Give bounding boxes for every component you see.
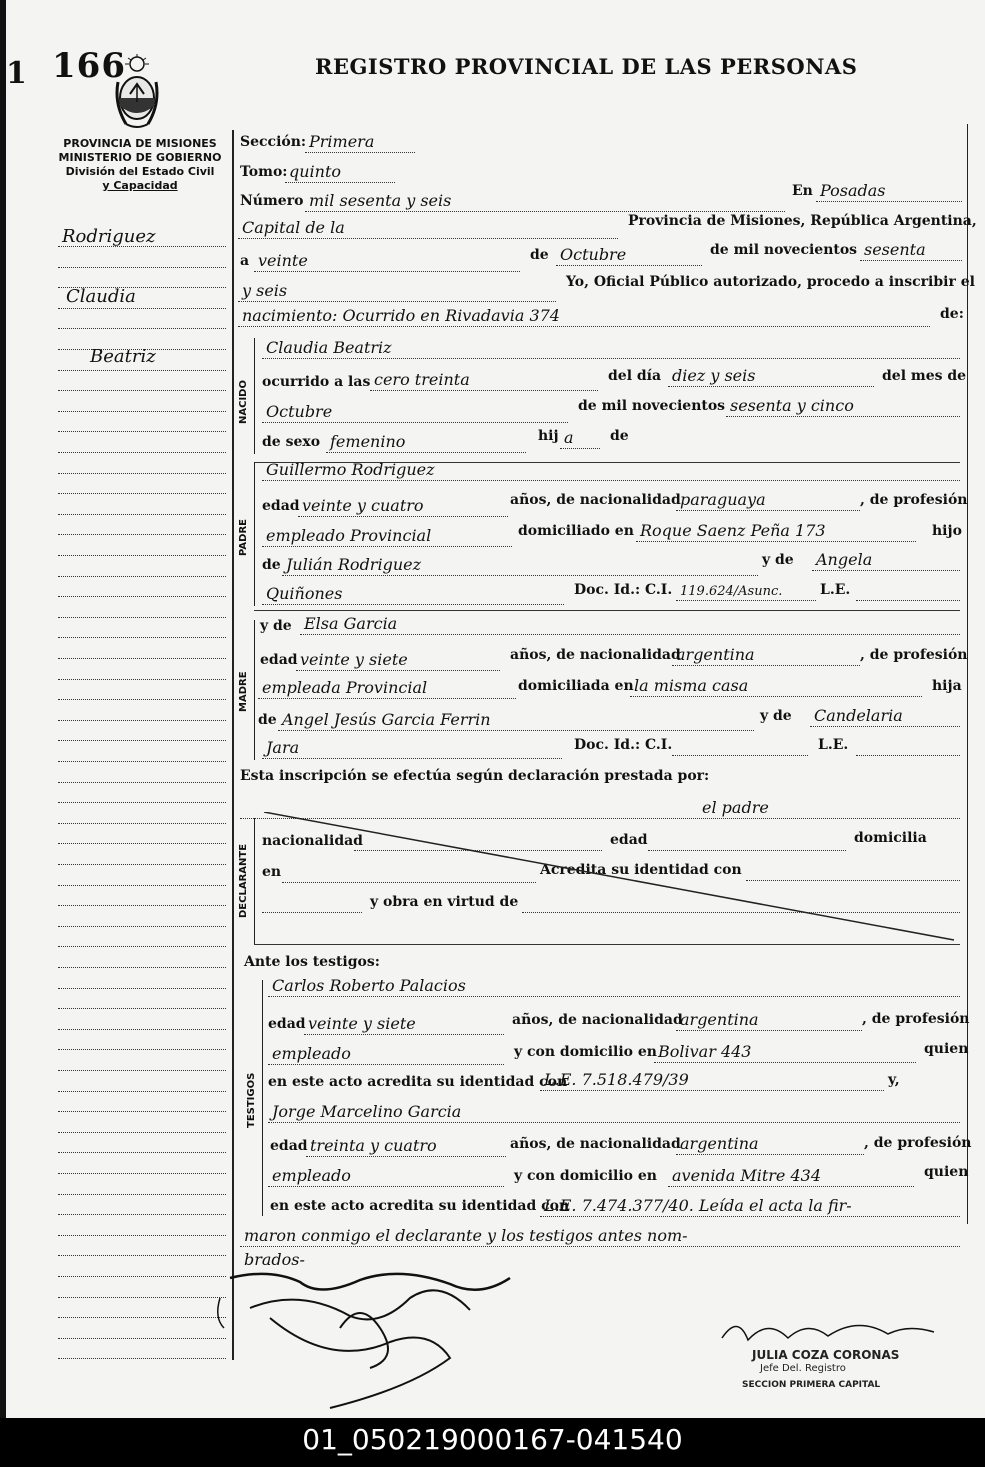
padre-profesion-label: , de profesión bbox=[860, 492, 968, 508]
nacido-mil-label: de mil novecientos bbox=[578, 398, 726, 414]
t1-edad-field bbox=[304, 1016, 504, 1035]
margin-rule bbox=[58, 1317, 226, 1318]
office-capacity: y Capacidad bbox=[102, 179, 178, 192]
margin-rule bbox=[58, 555, 226, 556]
madre-profesion: empleada Provincial bbox=[262, 678, 428, 697]
padre-madre-cont: Quiñones bbox=[266, 584, 343, 603]
declarante-domicilia-label: domicilia bbox=[854, 830, 927, 846]
hora-field bbox=[370, 372, 598, 391]
t1-profesion: empleado bbox=[272, 1044, 351, 1063]
declaracion-value: el padre bbox=[702, 798, 769, 817]
madre-padre: Angel Jesús Garcia Ferrin bbox=[282, 710, 491, 729]
ciudad-value: Posadas bbox=[820, 181, 886, 200]
margin-second-name: Beatriz bbox=[90, 346, 156, 367]
madre-madre: Candelaria bbox=[814, 706, 903, 725]
margin-rule bbox=[58, 452, 226, 453]
margin-rule bbox=[58, 658, 226, 659]
margin-rule bbox=[58, 782, 226, 783]
madre-padre-field bbox=[278, 712, 754, 731]
declarante-section-label: DECLARANTE bbox=[238, 843, 249, 918]
declarante-acredita-label: Acredita su identidad con bbox=[540, 862, 742, 878]
provincia-label: Provincia de Misiones, República Argentina, bbox=[628, 213, 977, 229]
padre-domicilio-field bbox=[636, 523, 916, 542]
t2-nacionalidad-field bbox=[676, 1136, 864, 1155]
de-colon-label: de: bbox=[940, 306, 964, 322]
margin-rule bbox=[58, 1297, 226, 1298]
t2-profesion-field bbox=[268, 1168, 504, 1187]
office-ministry: MINISTERIO DE GOBIERNO bbox=[58, 151, 222, 164]
cierre-line-1 bbox=[240, 1228, 960, 1247]
madre-doc-label: Doc. Id.: C.I. bbox=[574, 737, 673, 753]
declarante-edad-label: edad bbox=[610, 832, 648, 848]
padre-nacionalidad: paraguaya bbox=[680, 490, 766, 509]
nacido-mes: Octubre bbox=[266, 402, 333, 421]
nacido-section-label: NACIDO bbox=[238, 380, 249, 424]
margin-rule bbox=[58, 596, 226, 597]
margin-rule bbox=[58, 1008, 226, 1009]
t1-y-label: y, bbox=[888, 1072, 900, 1088]
t2-anios-label: años, de nacionalidad bbox=[510, 1136, 681, 1152]
margin-rule bbox=[58, 1194, 226, 1195]
padre-madre-field bbox=[812, 552, 960, 571]
declarante-divider bbox=[254, 944, 960, 945]
tomo-value: quinto bbox=[289, 162, 342, 181]
nacido-bracket bbox=[254, 338, 255, 454]
margin-rule bbox=[58, 1029, 226, 1030]
a-label: a bbox=[240, 253, 250, 269]
margin-rule bbox=[58, 1070, 226, 1071]
t2-edad: treinta y cuatro bbox=[310, 1136, 437, 1155]
t2-nombre-field bbox=[268, 1104, 960, 1123]
tomo-field bbox=[285, 164, 395, 183]
padre-padre-field bbox=[282, 557, 758, 576]
madre-edad-field bbox=[296, 652, 500, 671]
margin-rule bbox=[58, 1091, 226, 1092]
madre-madre-cont: Jara bbox=[266, 738, 300, 757]
margin-rule bbox=[58, 802, 226, 803]
margin-rule bbox=[58, 637, 226, 638]
margin-rule bbox=[58, 576, 226, 577]
padre-nacionalidad-field bbox=[676, 492, 860, 511]
t1-profesion-field bbox=[268, 1046, 504, 1065]
mes-value: Octubre bbox=[560, 245, 627, 264]
madre-y-de2-label: y de bbox=[760, 708, 792, 724]
cierre-text-1: maron conmigo el declarante y los testigos antes nom- bbox=[244, 1226, 688, 1245]
testigos-section-label: TESTIGOS bbox=[246, 1072, 257, 1128]
margin-rule bbox=[58, 740, 226, 741]
margin-rule bbox=[58, 843, 226, 844]
margin-rule bbox=[58, 1338, 226, 1339]
padre-doc-field bbox=[676, 582, 816, 601]
madre-anios-label: años, de nacionalidad bbox=[510, 647, 681, 663]
register-title: REGISTRO PROVINCIAL DE LAS PERSONAS bbox=[315, 54, 858, 79]
t1-edad: veinte y siete bbox=[308, 1014, 416, 1033]
official-stamp-section: SECCION PRIMERA CAPITAL bbox=[742, 1380, 881, 1390]
margin-rule bbox=[58, 534, 226, 535]
padre-profesion-field bbox=[262, 528, 512, 547]
t2-nombre: Jorge Marcelino Garcia bbox=[272, 1102, 462, 1121]
padre-nombre: Guillermo Rodriguez bbox=[266, 460, 435, 479]
volume-mark: 1 bbox=[6, 56, 27, 91]
padre-madre: Angela bbox=[816, 550, 873, 569]
t1-quien-label: quien bbox=[924, 1041, 969, 1057]
t1-nacionalidad: argentina bbox=[680, 1010, 759, 1029]
t2-domicilio: avenida Mitre 434 bbox=[672, 1166, 822, 1185]
padre-divider bbox=[254, 610, 960, 611]
t1-domicilio: Bolivar 443 bbox=[658, 1042, 752, 1061]
testigos-bracket bbox=[262, 980, 263, 1216]
anio-continuation-field bbox=[238, 283, 556, 302]
capital-value: Capital de la bbox=[242, 218, 345, 237]
margin-rule bbox=[58, 617, 226, 618]
madre-nacionalidad-field bbox=[672, 647, 860, 666]
capital-field bbox=[238, 220, 618, 239]
margin-rule bbox=[58, 1255, 226, 1256]
madre-doc-field bbox=[672, 737, 808, 756]
padre-madre-cont-field bbox=[262, 586, 564, 605]
t1-nombre-field bbox=[268, 978, 960, 997]
t1-domicilio-label: y con domicilio en bbox=[514, 1044, 657, 1060]
nacido-dia-field bbox=[668, 368, 874, 387]
cierre-text-2: brados- bbox=[244, 1250, 305, 1269]
declarante-en-label: en bbox=[262, 864, 282, 880]
hij-label: hij bbox=[538, 428, 559, 444]
madre-profesion-field bbox=[258, 680, 516, 699]
madre-edad-label: edad bbox=[260, 652, 298, 668]
nacido-nombre: Claudia Beatriz bbox=[266, 338, 392, 357]
margin-rule bbox=[58, 308, 226, 309]
acto-field bbox=[238, 308, 930, 327]
margin-rule bbox=[58, 493, 226, 494]
t2-edad-label: edad bbox=[270, 1138, 308, 1154]
nacido-anio: sesenta y cinco bbox=[730, 396, 854, 415]
declarant-signature bbox=[210, 1258, 540, 1418]
margin-rule bbox=[58, 988, 226, 989]
margin-rule bbox=[58, 328, 226, 329]
t1-edad-label: edad bbox=[268, 1016, 306, 1032]
margin-rule bbox=[58, 514, 226, 515]
t2-quien-label: quien bbox=[924, 1164, 969, 1180]
ciudad-field bbox=[816, 183, 962, 202]
sexo-field bbox=[326, 434, 526, 453]
nacido-mes-field bbox=[262, 404, 568, 423]
en-label: En bbox=[792, 183, 813, 199]
issuing-office bbox=[55, 137, 225, 193]
numero-field bbox=[305, 193, 785, 212]
padre-padre: Julián Rodriguez bbox=[286, 555, 422, 574]
margin-rule bbox=[58, 926, 226, 927]
madre-le-label: L.E. bbox=[818, 737, 849, 753]
t2-doc-field bbox=[540, 1198, 960, 1217]
nacido-de-label: de bbox=[610, 428, 629, 444]
barcode-caption: 01_050219000167-041540 bbox=[0, 1418, 985, 1467]
margin-first-name: Claudia bbox=[66, 286, 136, 307]
nacido-nombre-field bbox=[262, 340, 960, 359]
office-division: División del Estado Civil bbox=[65, 165, 215, 178]
margin-surname: Rodriguez bbox=[62, 226, 156, 247]
padre-domicilio-label: domiciliado en bbox=[518, 523, 634, 539]
t1-acredita-label: en este acto acredita su identidad con bbox=[268, 1074, 568, 1090]
margin-rule bbox=[58, 1132, 226, 1133]
margin-rule bbox=[58, 267, 226, 268]
margin-rule bbox=[58, 431, 226, 432]
hora-value: cero treinta bbox=[374, 370, 470, 389]
padre-y-de-label: y de bbox=[762, 552, 794, 568]
sexo-label: de sexo bbox=[262, 434, 321, 450]
ocurrido-label: ocurrido a las bbox=[262, 374, 371, 390]
anio-field bbox=[860, 242, 962, 261]
seccion-value: Primera bbox=[309, 132, 375, 151]
numero-value: mil sesenta y seis bbox=[309, 191, 452, 210]
margin-rule bbox=[58, 1358, 226, 1359]
margin-rule bbox=[58, 823, 226, 824]
del-mes-label: del mes de bbox=[882, 368, 967, 384]
margin-rule bbox=[58, 720, 226, 721]
madre-domicilio-label: domiciliada en bbox=[518, 678, 634, 694]
del-dia-label: del día bbox=[608, 368, 662, 384]
padre-nombre-field bbox=[262, 462, 960, 481]
page-edge-mark bbox=[0, 0, 6, 1418]
official-stamp-title: Jefe Del. Registro bbox=[760, 1363, 846, 1374]
margin-rule bbox=[58, 1111, 226, 1112]
dia-value: veinte bbox=[258, 251, 308, 270]
hij-value: a bbox=[564, 428, 574, 447]
t2-profesion-label: , de profesión bbox=[864, 1135, 972, 1151]
margin-rule bbox=[58, 761, 226, 762]
seccion-label: Sección: bbox=[240, 134, 307, 150]
padre-doc-label: Doc. Id.: C.I. bbox=[574, 582, 673, 598]
padre-section-label: PADRE bbox=[238, 519, 249, 556]
oficial-label: Yo, Oficial Público autorizado, procedo a inscribir el bbox=[566, 274, 975, 290]
t1-domicilio-field bbox=[654, 1044, 916, 1063]
madre-nombre-field bbox=[300, 616, 960, 635]
madre-nombre: Elsa Garcia bbox=[304, 614, 398, 633]
margin-rule bbox=[58, 946, 226, 947]
de-label: de bbox=[530, 247, 549, 263]
madre-madre-field bbox=[810, 708, 960, 727]
padre-le-field bbox=[856, 582, 960, 601]
acto-value: nacimiento: Ocurrido en Rivadavia 374 bbox=[242, 306, 560, 325]
official-stamp-name: JULIA COZA CORONAS bbox=[752, 1348, 900, 1362]
madre-le-field bbox=[856, 737, 960, 756]
madre-bracket bbox=[254, 620, 255, 760]
padre-edad-label: edad bbox=[262, 498, 300, 514]
t2-profesion: empleado bbox=[272, 1166, 351, 1185]
nacido-anio-field bbox=[726, 398, 960, 417]
seccion-field bbox=[305, 134, 415, 153]
margin-rule bbox=[58, 885, 226, 886]
office-province: PROVINCIA DE MISIONES bbox=[63, 137, 217, 150]
madre-edad: veinte y siete bbox=[300, 650, 408, 669]
declarante-obra-label: y obra en virtud de bbox=[370, 894, 519, 910]
madre-hija-label: hija bbox=[932, 678, 962, 694]
padre-doc: 119.624/Asunc. bbox=[680, 584, 783, 599]
nacido-dia: diez y seis bbox=[672, 366, 756, 385]
padre-profesion: empleado Provincial bbox=[266, 526, 432, 545]
padre-domicilio: Roque Saenz Peña 173 bbox=[640, 521, 826, 540]
padre-bracket bbox=[254, 462, 255, 606]
madre-domicilio-field bbox=[630, 678, 922, 697]
declarante-strike-line bbox=[254, 812, 964, 948]
t1-anios-label: años, de nacionalidad bbox=[512, 1012, 683, 1028]
anio-value: sesenta bbox=[864, 240, 926, 259]
padre-de-label: de bbox=[262, 557, 281, 573]
margin-rule bbox=[58, 390, 226, 391]
margin-rule bbox=[58, 370, 226, 371]
t2-domicilio-field bbox=[668, 1168, 914, 1187]
padre-anios-label: años, de nacionalidad bbox=[510, 492, 681, 508]
t1-doc: L.E. 7.518.479/39 bbox=[544, 1070, 689, 1089]
mil-novecientos-label: de mil novecientos bbox=[710, 242, 858, 258]
tomo-label: Tomo: bbox=[240, 164, 288, 180]
t2-domicilio-label: y con domicilio en bbox=[514, 1168, 657, 1184]
padre-hijo-label: hijo bbox=[932, 523, 962, 539]
madre-de-label: de bbox=[258, 712, 277, 728]
margin-rule bbox=[58, 1214, 226, 1215]
t1-doc-field bbox=[540, 1072, 884, 1091]
margin-rule bbox=[58, 1276, 226, 1277]
padre-le-label: L.E. bbox=[820, 582, 851, 598]
t2-doc: L.E. 7.474.377/40. Leída el acta la fir- bbox=[544, 1196, 852, 1215]
t2-acredita-label: en este acto acredita su identidad con bbox=[270, 1198, 570, 1214]
anio-continuation: y seis bbox=[242, 281, 288, 300]
margin-rule bbox=[58, 864, 226, 865]
numero-label: Número bbox=[240, 193, 304, 209]
margin-rule bbox=[58, 1152, 226, 1153]
declarante-nacionalidad-label: nacionalidad bbox=[262, 833, 363, 849]
t1-profesion-label: , de profesión bbox=[862, 1011, 970, 1027]
madre-madre-cont-field bbox=[262, 740, 562, 759]
page-number: 166 bbox=[52, 46, 126, 86]
margin-rule bbox=[58, 473, 226, 474]
margin-rule bbox=[58, 1049, 226, 1050]
declaracion-label: Esta inscripción se efectúa según declaración prestada por: bbox=[240, 768, 710, 784]
madre-nacionalidad: argentina bbox=[676, 645, 755, 664]
margin-rule bbox=[58, 905, 226, 906]
margin-rule bbox=[58, 411, 226, 412]
t1-nombre: Carlos Roberto Palacios bbox=[272, 976, 466, 995]
t2-edad-field bbox=[306, 1138, 506, 1157]
testigos-ante-label: Ante los testigos: bbox=[244, 954, 380, 970]
madre-y-de-label: y de bbox=[260, 618, 292, 634]
padre-edad-field bbox=[298, 498, 508, 517]
argentina-coat-of-arms-icon bbox=[112, 54, 162, 134]
padre-edad: veinte y cuatro bbox=[302, 496, 424, 515]
margin-rule bbox=[58, 699, 226, 700]
form-left-border bbox=[232, 130, 234, 1360]
madre-domicilio: la misma casa bbox=[634, 676, 749, 695]
sexo-value: femenino bbox=[330, 432, 406, 451]
hij-field bbox=[560, 430, 600, 449]
t1-nacionalidad-field bbox=[676, 1012, 862, 1031]
margin-rule bbox=[58, 679, 226, 680]
madre-section-label: MADRE bbox=[238, 671, 249, 712]
margin-rule bbox=[58, 1173, 226, 1174]
margin-rule bbox=[58, 967, 226, 968]
margin-rule bbox=[58, 1235, 226, 1236]
mes-field bbox=[556, 247, 702, 266]
madre-profesion-label: , de profesión bbox=[860, 647, 968, 663]
t2-nacionalidad: argentina bbox=[680, 1134, 759, 1153]
dia-field bbox=[254, 253, 520, 272]
